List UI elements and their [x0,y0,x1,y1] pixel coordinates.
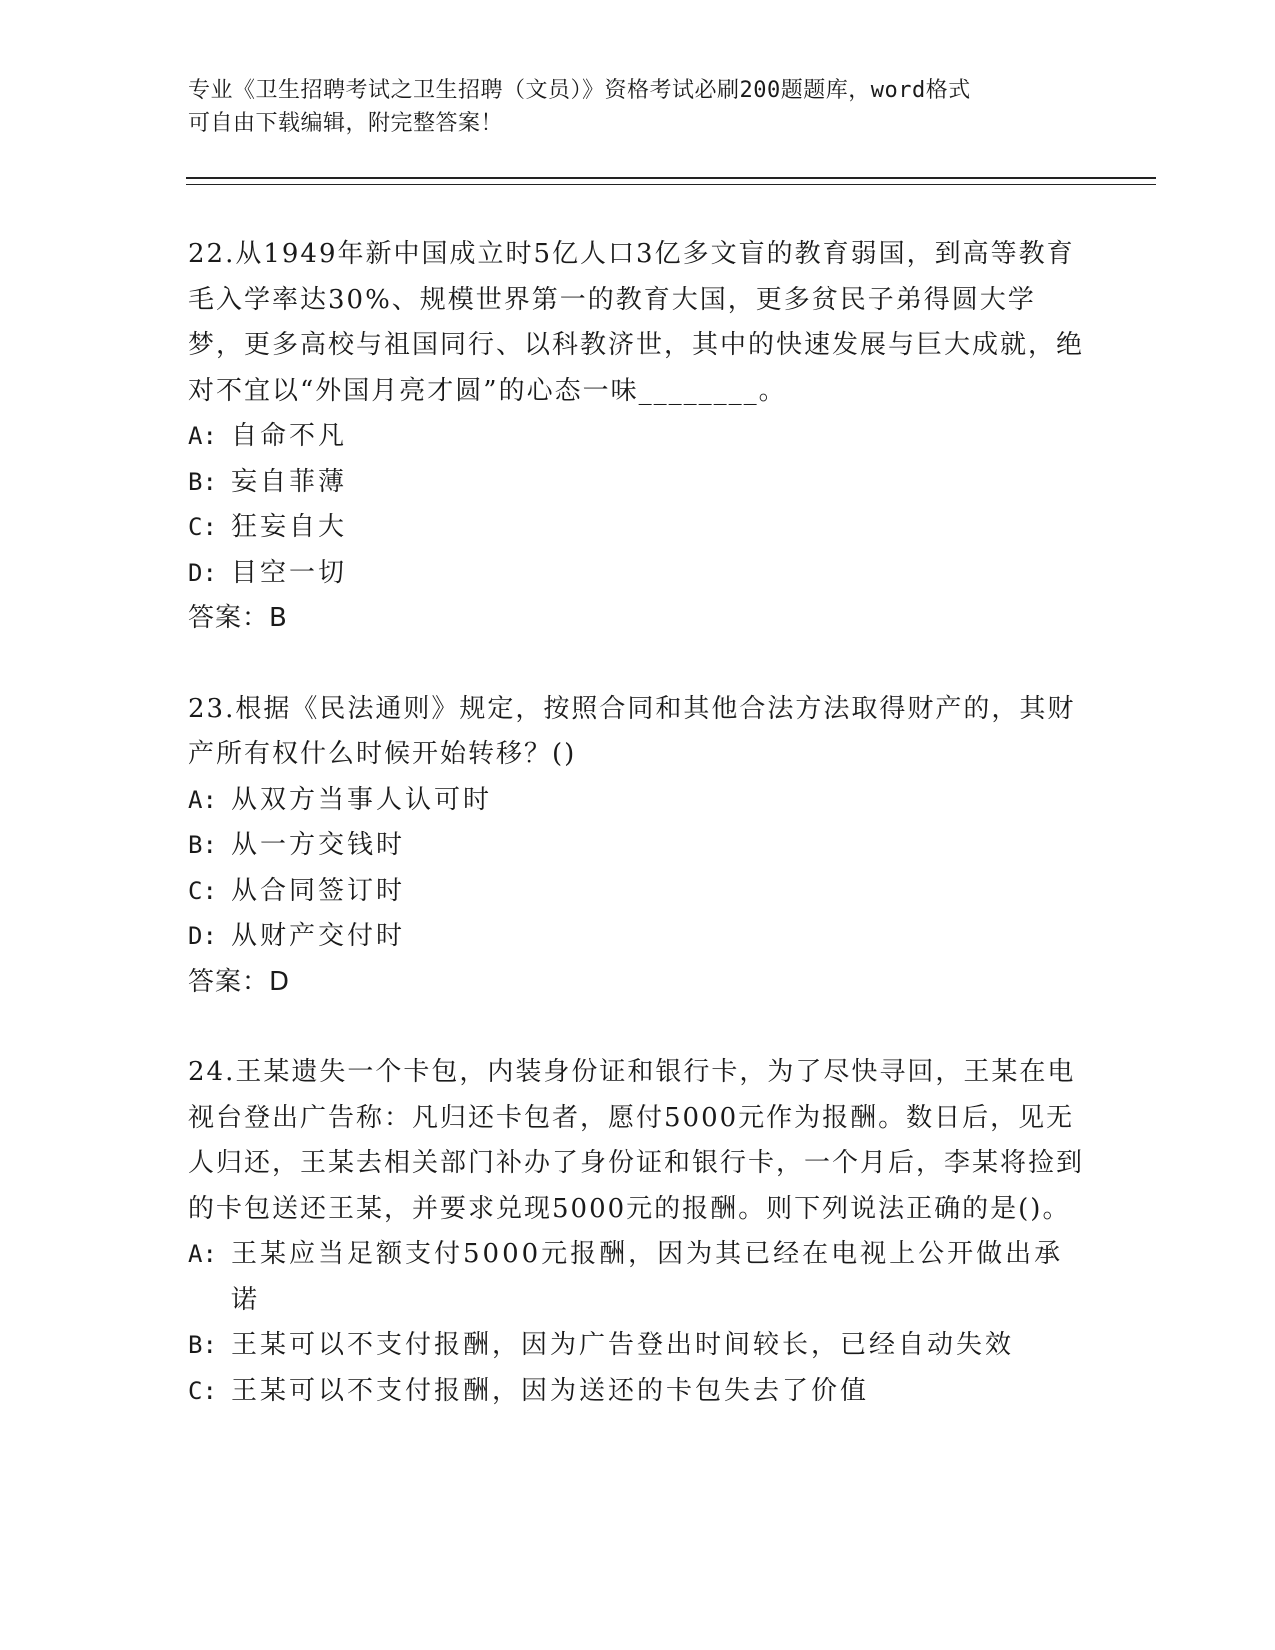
question-text: 22.从1949年新中国成立时5亿人口3亿多文盲的教育弱国，到高等教育毛入学率达30%、规模世界第一的教育大国，更多贫民子弟得圆大学梦，更多高校与祖国同行、以科教济世，其中的快速发展与巨大成就，绝对不宜以“外国月亮才圆”的心态一味________。 [188,239,1085,406]
question-text: 24.王某遗失一个卡包，内装身份证和银行卡，为了尽快寻回，王某在电视台登出广告称：凡归还卡包者，愿付5000元作为报酬。数日后，见无人归还，王某去相关部门补办了身份证和银行卡，一个月后，李某将捡到的卡包送还王某，并要求兑现5000元的报酬。则下列说法正确的是()。 [188,1057,1085,1224]
question-23 [188,687,1088,1006]
option-c [188,869,1088,915]
option-text: 王某可以不支付报酬，因为送还的卡包失去了价值 [231,1375,870,1406]
option-text: 从财产交付时 [231,921,406,951]
option-b [188,823,1088,869]
header-line-1: 专业《卫生招聘考试之卫生招聘（文员）》资格考试必刷200题题库，word格式 [188,78,971,103]
question-list [188,232,1088,1459]
option-c [188,1369,1088,1415]
question-22 [188,232,1088,642]
option-letter: A: [188,785,217,814]
option-letter: A: [188,1240,217,1268]
option-d [188,551,1088,597]
option-b [188,1323,1088,1369]
option-letter: D: [188,558,217,587]
answer-line: 答案：D [188,966,291,997]
option-text: 妄自菲薄 [231,466,348,497]
option-a [188,1232,1088,1323]
option-text: 王某可以不支付报酬，因为广告登出时间较长，已经自动失效 [231,1330,1015,1360]
option-text: 从合同签订时 [231,875,406,906]
option-letter: B: [188,831,217,859]
question-24 [188,1050,1088,1414]
option-letter: B: [188,1331,217,1359]
option-letter: D: [188,922,217,950]
option-text: 自命不凡 [231,421,348,451]
option-letter: C: [188,876,217,905]
option-text: 从双方当事人认可时 [231,784,493,815]
option-letter: C: [188,513,217,541]
option-d [188,914,1088,960]
option-text: 目空一切 [231,557,348,588]
option-b [188,460,1088,506]
page-header [188,74,1088,140]
option-a [188,778,1088,824]
option-letter: C: [188,1376,217,1405]
option-text: 狂妄自大 [231,512,348,542]
option-letter: B: [188,467,217,496]
option-a [188,414,1088,460]
answer-line: 答案：B [188,603,288,633]
header-divider [186,177,1156,185]
option-text: 王某应当足额支付5000元报酬，因为其已经在电视上公开做出承诺 [231,1239,1064,1315]
option-letter: A: [188,422,217,450]
option-c [188,505,1088,551]
option-text: 从一方交钱时 [231,830,406,860]
header-line-2: 可自由下载编辑，附完整答案！ [188,111,504,136]
question-text: 23.根据《民法通则》规定，按照合同和其他合法方法取得财产的，其财产所有权什么时候开始转移？() [188,693,1076,769]
